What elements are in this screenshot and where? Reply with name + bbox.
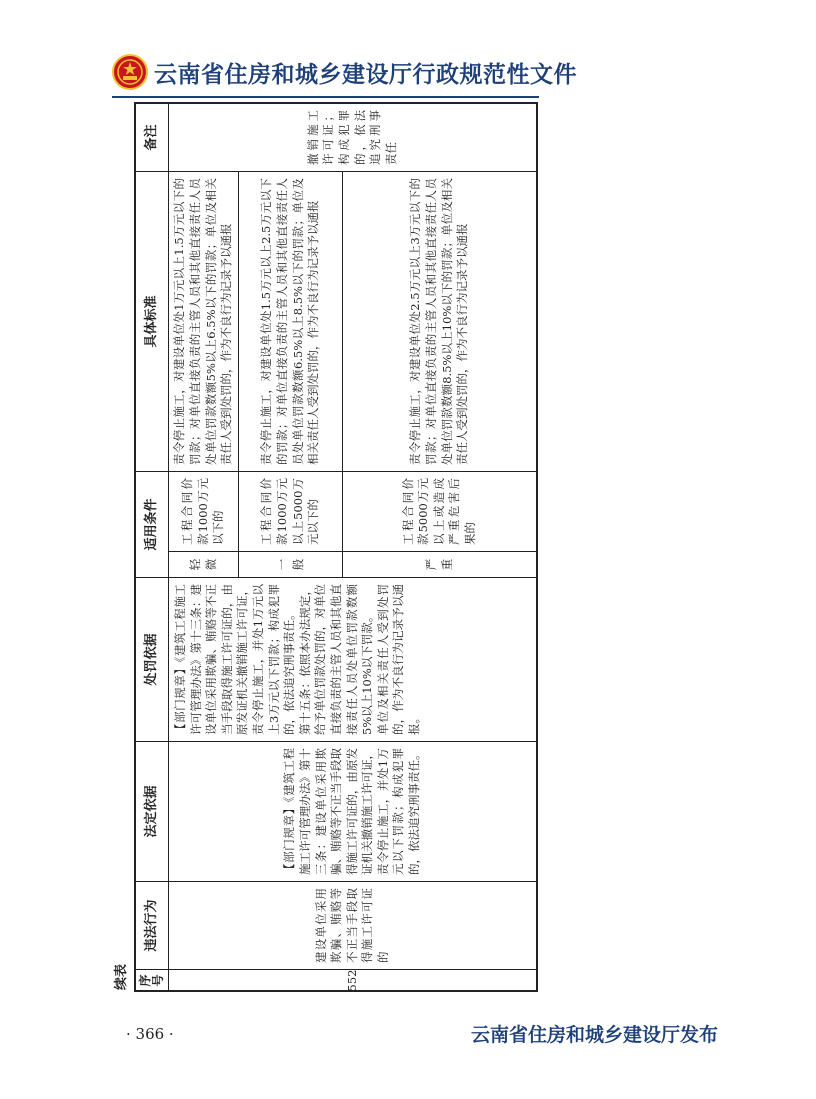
tier-standard-serious: 责令停止施工，对建设单位处2.5万元以上3万元以下的罚款；对单位直接负责的主管人员和其他直接责任人员处单位罚款数额8.5%以上10%以下的罚款；单位及相关责任人受到处罚的，作为不良行为记录予以通报: [408, 178, 470, 465]
rotated-table: [112, 102, 539, 992]
document-title: 云南省住房和城乡建设厅行政规范性文件: [154, 61, 577, 88]
row-seq: 552: [344, 970, 359, 991]
header-legal-basis: 法定依据: [144, 785, 159, 838]
header-remarks: 备注: [144, 124, 159, 151]
tier-condition-serious: 工程合同价款5000万元以上或造成严重危害后果的: [400, 478, 477, 545]
header-divider: [112, 96, 539, 98]
header-standards: 具体标准: [144, 295, 159, 348]
document-header: [112, 52, 577, 92]
row-legal-basis: 【部门规章】《建筑工程施工许可管理办法》第十三条：建设单位采用欺骗、贿赂等不正当手段取得施工许可证的，由原发证机关撤销施工许可证，责令停止施工，并处1万元以下罚款；构成犯罪的，依法追究刑事责任。: [282, 748, 422, 875]
page-number: · 366 ·: [126, 1025, 174, 1043]
row-violation: 建设单位采用欺骗、贿赂等不正当手段取得施工许可证的: [313, 888, 390, 963]
tier-standard-minor: 责令停止施工，对建设单位处1万元以上1.5万元以下的罚款；对单位直接负责的主管人员和其他直接责任人员处单位罚款数额5%以上6.5%以下的罚款；单位及相关责任人受到处罚的，作为不良行为记录予以通报: [172, 178, 234, 465]
tier-condition-minor: 工程合同价款1000万元以下的: [180, 478, 226, 545]
row-penalty-basis: 【部门规章】《建筑工程施工许可管理办法》第十三条：建设单位采用欺骗、贿赂等不正当手段取得施工许可证的，由原发证机关撤销施工许可证，责令停止施工，并处1万元以上3万元以下罚款；构成犯罪的，依法追究刑事责任。 第十五条：依照本办法规定，给予单位罚款处罚的，对单位直接负责的主管人员和其他直接责任人员处单位罚款数额5%以上10%以下罚款。 单位及相关责任人受到处罚的，作为不良行为记录予以通报。: [173, 584, 421, 735]
header-penalty-basis: 处罚依据: [144, 633, 159, 686]
tier-level-serious: 严重: [423, 558, 454, 571]
header-violation: 违法行为: [144, 899, 159, 952]
continued-label: 续表: [114, 963, 129, 990]
tier-condition-general: 工程合同价款1000万元以上5000万元以下的: [259, 478, 321, 545]
header-conditions: 适用条件: [144, 498, 159, 551]
tier-standard-general: 责令停止施工，对建设单位处1.5万元以上2.5万元以下的罚款；对单位直接负责的主管人员和其他直接责任人员处单位罚款数额6.5%以上8.5%以下的罚款；单位及相关责任人受到处罚的，作为不良行为记录予以通报: [259, 178, 321, 465]
row-remarks: 撤销施工许可证；构成犯罪的，依法追究刑事责任: [305, 110, 398, 165]
header-seq: 序号: [137, 974, 165, 987]
tier-level-general: 一般: [274, 558, 305, 571]
penalty-table: [134, 102, 538, 992]
tier-level-minor: 轻微: [187, 558, 218, 571]
national-emblem-icon: [112, 54, 148, 90]
publisher-label: 云南省住房和城乡建设厅发布: [471, 1024, 719, 1046]
rotated-table-container: [112, 102, 539, 992]
